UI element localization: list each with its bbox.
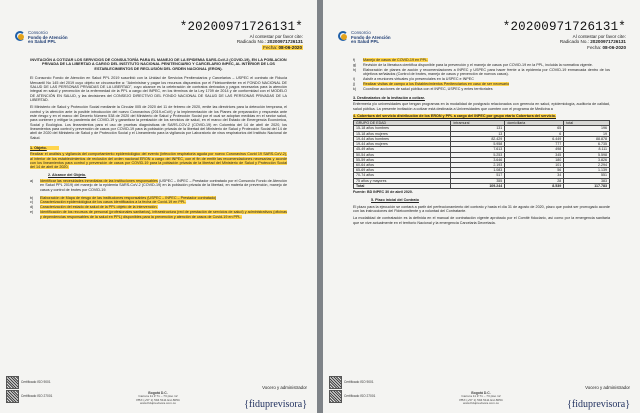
plazo-paragraph-2: La modalidad de contratación es la definida en el manual de contratación vigente aprobado por el Comité fiduciario, así como por la emergencia sanitaria que se vive actualmente en el territorio Nacional y la emergencia Carcelaria Decretada. [353, 216, 610, 225]
alcance-item: i) Asistir a reuniones virtuales y/o presenciales en la USPEC e INPEC [353, 76, 474, 81]
consorcio-logo-icon [15, 31, 26, 42]
table-row: 19-44 años hombres 82.429 6.449 88.878 [354, 136, 610, 141]
consorcio-logo-icon [338, 31, 349, 42]
alcance-item-a: a) Identificar las necesidades inmediatas de las instituciones responsables (USPEC – INPEC – Prestador contratado por el Consorcio Fondo de Atención en Salud PPL 2019) del manejo de la epidemia SARS-CoV-2 (COVID-19) en la población privada de la libertad, en materia de prevención, manejo de casos y control de brotes por COVID-19. [30, 179, 288, 192]
objeto-text: Realizar el análisis y vigilancia del comportamiento epidemiológico del evento (infección respiratoria aguda por nuevo Coronavirus Covid 19 SARS-CoV-2), al interior de los establecimientos de reclusión del orden nacional ERON a cargo del INPEC, con el fin de emitir las recomendaciones necesarias y acorde con los lineamientos para control y prevención de casos por COVID-19 para la población privada de la libertad del Ministerio de Salud y Protección Social del 14 de abril de 2020. [30, 152, 287, 170]
certification-stamps: Certificado ISO 9001 Certificado ISO 27001 [329, 376, 387, 403]
alcance-item: d) Caracterización del estado de salud de la PPL objeto de la intervención. [30, 205, 158, 210]
footer-address: Bogotá D.C. Carrera 11 # 71 – 73 piso 12 PBX (+57 1) 594 5111 Ext.8054 www.fiduprevisora.com.co [136, 390, 180, 406]
table-source: Fuente: BD INPEC 30 de abril 2020. [353, 189, 413, 194]
right-body [353, 58, 610, 228]
plazo-paragraph-1: El plazo para la ejecución se contará a partir del perfeccionamiento del contrato y hasta el día 31 de agosto de 2020, plazo que podrá ser prorrogado acorde con las instrucciones del Fideicomitente y a voluntad del Contratante. [353, 204, 610, 213]
iso-seal-icon [6, 390, 19, 403]
barcode-number: *20200971726131* [179, 20, 303, 34]
table-row: 55-59 años 3.646 180 3.826 [354, 157, 610, 162]
alcance-item: f) Manejo de casos de COVID-19 en PPL. [353, 58, 429, 62]
vocero-label: Vocero y administrador [585, 384, 630, 390]
barcode-number: *20200971726131* [502, 20, 626, 34]
document-title: INVITACIÓN A COTIZAR LOS SERVICIOS DE CONSULTORÍA PARA EL MANEJO DE LA EPIDEMIA SARS-CoV-2 (COVID-19), EN LA POBLACION PRIVADA DE LA LIBERTAD A CARGO DEL INSTITUTO NACIONAL PENITENCIARIO Y CARCELARIO INPEC, AL INTERIOR DE LOS ESTABLECIMIENTOS DE RECLUSIÓN DEL ORDEN NACIONAL (ERON). [30, 58, 287, 71]
table-row: 70-74 años 517 34 551 [354, 173, 610, 178]
radicado-block [180, 20, 303, 50]
alcance-item: c) Caracterización epidemiológica de los casos identificados a la fecha de Covid-19 en PPL. [30, 200, 187, 205]
table-row: 45-49 años 7.613 498 8.111 [354, 147, 610, 152]
table-row: 75 años y mayores 355 28 383 [354, 178, 610, 183]
alcance-item: k) Coordinar acciones de salud pública con el INPEC, USPEC y entes territoriales [353, 86, 493, 91]
alcance-item: g) Revisión de la literatura científica disponible para la prevención y el manejo de casos por COVID-19 en la PPL, incluida la normativa vigente. [353, 62, 593, 67]
destinatarios-text: Enfermeria y/o universidades que tengan programas en la modalidad de postgrado relacionados con gerencia en salud, epidemiología, auditoría de calidad, salud pública. La presente invitación a cotizar está destinada a Universidades que cuenten con el programa de Medicina a [353, 102, 610, 111]
iso-seal-icon [6, 376, 19, 389]
table-row: 15-18 años mujeres 13 6 19 [354, 131, 610, 136]
cobertura-table [353, 120, 610, 189]
fecha-value: 08-06-2020 [278, 44, 302, 50]
consorcio-logo [15, 31, 68, 45]
table-row: 15-18 años hombres 131 65 196 [354, 126, 610, 131]
alcance-heading: 2. Alcance del Objeto. [48, 172, 87, 177]
table-header-row: GRUPO DE EDAD intramural domiciliaria total [354, 121, 610, 126]
plazo-heading: 5. Plazo inicial del Contrato [371, 198, 419, 203]
alcance-item: h) Elaboración de planes de acción y recomendaciones a INPEC y USPEC para hacer frente a la epidemia por COVID-19 enmarcada dentro de los objetivos señalados (Control de brotes, manejo de casos y prevención de nuevos casos). [353, 67, 610, 77]
alcance-item: j) Realizar visitas de campo a los Establecimientos Penitenciarios en caso de ser necesario [353, 81, 510, 86]
footer-address: Bogotá D.C. Carrera 11 # 71 – 73 piso 12 PBX (+57 1) 594 5111 Ext.8054 www.fiduprevisora.com.co [459, 390, 503, 406]
cobertura-heading: 4. Cobertura del servicio distribución de los ERON y PPL a cargo del INPEC por grupo etario Cobertura del servicio. [353, 113, 556, 118]
fiduprevisora-logo: {fiduprevisora} [567, 398, 630, 410]
alcance-a-highlight: Identificar las necesidades inmediatas de las instituciones responsables [40, 179, 158, 184]
document-page-left [0, 0, 317, 413]
vocero-label: Vocero y administrador [262, 384, 307, 390]
fecha-label: Fecha: [263, 44, 278, 50]
radicado-label: Radicado No.: [236, 39, 266, 45]
table-row: 65-69 años 1.083 56 1.139 [354, 168, 610, 173]
iso-seal-icon [329, 376, 342, 389]
document-page-right [323, 0, 640, 413]
alcance-item: e) Identificación de los recursos de personal (profesionales sanitarios), infraestructura (red de prestación de servicios de salud) y administrativos (oficinas y dependencias responsables de la salud en PPL) disponibles para la prevención y atención de casos de Covid-19 en PPL. [30, 210, 287, 219]
destinatarios-heading: 3. Destinatarios de la invitación a cotizar. [353, 95, 425, 100]
table-total-row: Total 109.244 8.539 117.783 [354, 183, 610, 188]
table-row: 50-54 años 5.253 345 5.598 [354, 152, 610, 157]
paragraph-consorcio: El Consorcio Fondo de Atención en Salud PPL 2019 suscribió con la Unidad de Servicios Penitenciarios y Carcelarios – USPEC el contrato de Fiducia Mercantil No 145 del 2019 cuyo objeto se circunscribe a: "Administrar y pagar los recursos dispuestos por el Fideicomitente en el FONDO NACIONAL DE SALUD DE LAS PERSONAS PRIVADAS DE LA LIBERTAD", cuyo alcance es la celebración de contratos derivados y pagos necesarios para la atención integral en salud y prevención de la enfermedad de la PPL a cargo del INPEC, en los términos de la Ley 1709 de 2014 y de conformidad con el MODELO DE ATENCIÓN EN SALUD, y las decisiones del CONSEJO DIRECTIVO DEL FONDO NACIONAL DE SALUD DE LAS PERSONAS PRIVADAS DE LA LIBERTAD. [30, 76, 287, 102]
table-row: 19-44 años mujeres 5.958 777 6.735 [354, 142, 610, 147]
fecha-highlight [262, 45, 303, 50]
fiduprevisora-logo: {fiduprevisora} [244, 398, 307, 410]
left-body [30, 58, 287, 219]
table-row: 60-64 años 2.193 101 2.294 [354, 162, 610, 167]
iso-seal-icon [329, 390, 342, 403]
radicado-value: 20200971726131 [267, 39, 303, 45]
radicado-block: *20200971726131* Al contestar por favor cite: Radicado No.: 20200971726131 Fecha: 08-06-2020 [502, 20, 626, 50]
logo-line3: en Salud PPL [28, 39, 57, 45]
contestar-text: Al contestar por favor cite: [249, 34, 303, 39]
logo-line1: Consorcio [28, 30, 48, 35]
logo-line2: Fondo de Atención [28, 34, 68, 40]
paragraph-ministerio: El Ministerio de Salud y Protección Social mediante la Circular 005 de 2020 del 11 de febrero de 2020, emite las directrices para la detección temprana, el control y la atención ante la posible introducción del nuevo Coronavirus (2019-nCoV) y la implementación de los Planes de preparación y respuesta ante este riesgo y en el marco del Decreto Número 538 de 2020 del Ministerio de Salud y Protección Social por el cual se adoptan medidas en el sector salud, para contener y mitigar la pandemia del COVID-19 y garantizar la prestación de los servicios de salud, en el marco del Estado de Emergencia Económica, Social y Ecológica. Los lineamientos para el uso de pruebas diagnósticas de SARS-COV-2 (COVID-19) en Colombia del 14 de abril de 2020, los lineamientos para control y prevención de casos por COVID-19 para la población privada de la libertad del Ministerio de Salud y Protección Social del 14 de abril de 2020 del Ministerio de Salud y de Protección Social y el Lineamiento para la vigilancia por Laboratorio de virus respiratorios del Instituto Nacional de Salud. [30, 105, 287, 140]
certification-stamps: Certificado ISO 9001 Certificado ISO 27001 [6, 376, 64, 403]
alcance-item: b) Elaboración de Mapa de riesgo de las instituciones responsables (USPEC – INPEC – Prestador contratado) [30, 195, 217, 200]
objeto-heading: 1. Objeto. [30, 146, 59, 150]
consorcio-logo: Consorcio Fondo de Atención en Salud PPL [338, 31, 391, 45]
